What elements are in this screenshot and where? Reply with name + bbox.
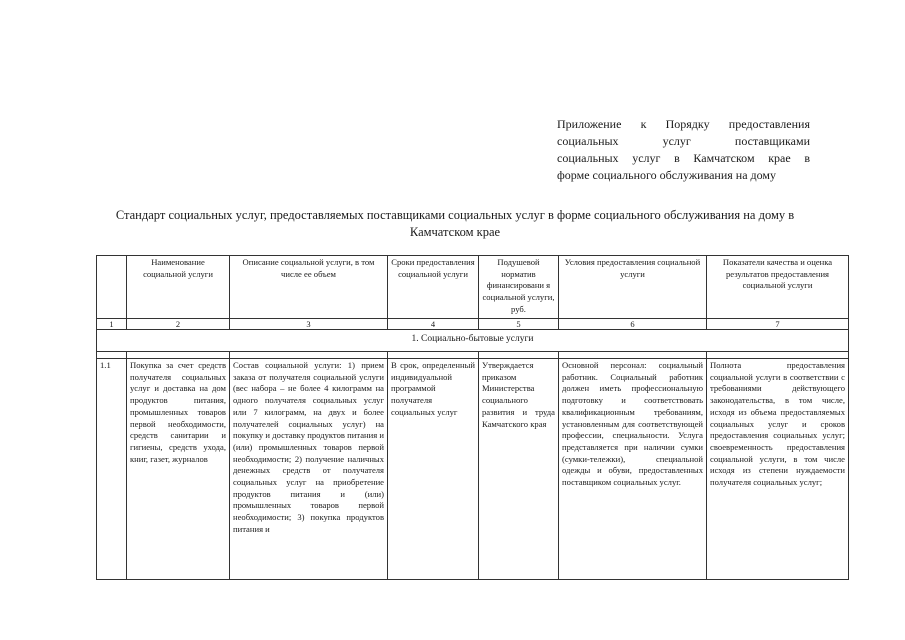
appendix-line: форме социального обслуживания на дому — [557, 168, 777, 182]
column-number: 2 — [127, 319, 230, 330]
column-number: 6 — [559, 319, 707, 330]
service-conditions: Основной персонал: социальный работник. Социальный работник должен иметь профессиональную подготовку и соответствовать квалификационным требованиям, установленным для соответствующей профессии, специальности. Услуга представляется при наличии сумки (сумки-тележки), специальной одежды и обуви, предоставленных поставщиком социальных услуг. — [559, 359, 707, 580]
column-number: 7 — [707, 319, 849, 330]
service-quality: Полнота предоставления социальной услуги в соответствии с требованиями действующего законодательства, в том числе, исходя из объема предоставляемых социальных услуг и сроков предоставления социальных услуг; своевременность предоставления социальной услуги, в том числе исходя из степени нуждаемости получателя социальных услуг; — [707, 359, 849, 580]
service-description: Состав социальной услуги: 1) прием заказа от получателя социальной услуги (вес набора – не более 4 килограмм на одного получателя социальных услуг или 7 килограмм, на двух и более получателей социальных услуг) на покупку и доставку продуктов питания и (или) промышленных товаров первой необходимости; 2) получение наличных денежных средств от получателя социальных услуг на приобретение продуктов питания и (или) промышленных товаров первой необходимости; 3) покупка продуктов питания и — [230, 359, 388, 580]
column-number: 5 — [479, 319, 559, 330]
appendix-line: Приложение к Порядку предоставления — [557, 117, 810, 131]
column-number: 4 — [388, 319, 479, 330]
service-terms: В срок, определенный индивидуальной программой получателя социальных услуг — [388, 359, 479, 580]
services-standard-table — [96, 255, 849, 580]
appendix-line: социальных услуг поставщиками — [557, 134, 810, 148]
column-number: 1 — [97, 319, 127, 330]
header-cell — [97, 256, 127, 319]
section-row — [97, 330, 849, 352]
header-cell: Подушевой норматив финансировани я социальной услуги, руб. — [479, 256, 559, 319]
section-title: 1. Социально-бытовые услуги — [97, 330, 849, 352]
document-title: Стандарт социальных услуг, предоставляемых поставщиками социальных услуг в форме социального обслуживания на дому в Камчатском крае — [115, 208, 795, 239]
column-number-row — [97, 319, 849, 330]
row-number: 1.1 — [97, 359, 127, 580]
appendix-line: социальных услуг в Камчатском крае в — [557, 151, 810, 165]
table-row — [97, 359, 849, 580]
spacer-row — [97, 352, 849, 359]
header-cell: Наименование социальной услуги — [127, 256, 230, 319]
appendix-note — [557, 116, 810, 184]
header-cell: Описание социальной услуги, в том числе ее объем — [230, 256, 388, 319]
header-cell: Условия предоставления социальной услуги — [559, 256, 707, 319]
column-number: 3 — [230, 319, 388, 330]
header-cell: Сроки предоставления социальной услуги — [388, 256, 479, 319]
service-norm: Утверждается приказом Министерства социального развития и труда Камчатского края — [479, 359, 559, 580]
service-name: Покупка за счет средств получателя социальных услуг и доставка на дом продуктов питания, промышленных товаров первой необходимости, средств санитарии и гигиены, средств ухода, книг, газет, журналов — [127, 359, 230, 580]
header-cell: Показатели качества и оценка результатов предоставления социальной услуги — [707, 256, 849, 319]
table-header-row — [97, 256, 849, 319]
